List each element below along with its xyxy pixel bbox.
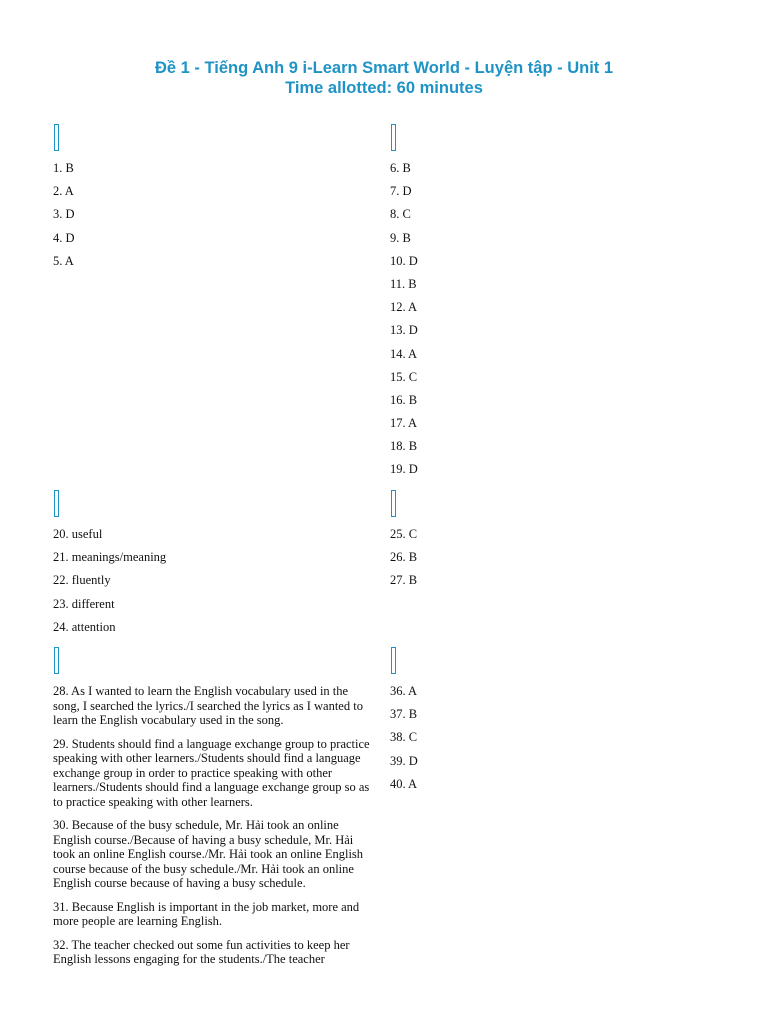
answer-item: 26. B [390, 550, 418, 565]
section-marker-icon [391, 124, 396, 151]
answer-item: 36. A [390, 684, 418, 698]
answer-item: 8. C [390, 207, 411, 222]
section-3-right-column [390, 647, 720, 800]
answer-item: 18. B [390, 439, 418, 454]
answer-item: 37. B [390, 707, 418, 722]
answer-item: 15. C [390, 369, 418, 384]
answer-item: 25. C [390, 527, 418, 541]
answer-item: 28. As I wanted to learn the English vocabulary used in the song, I searched the lyrics./I searched the lyrics as I wanted to learn the English vocabulary used in the song. [53, 684, 363, 727]
answer-item: 39. D [390, 753, 418, 768]
answer-item: 13. D [390, 323, 418, 338]
answer-item: 16. B [390, 392, 418, 407]
answer-item: 3. D [53, 207, 75, 222]
answer-item: 40. A [390, 776, 418, 791]
section-marker-icon [54, 490, 59, 517]
answer-item: 24. attention [53, 619, 116, 634]
answer-item: 30. Because of the busy schedule, Mr. Hải took an online English course./Because of having a busy schedule, Mr. Hải took an online English course./Mr. Hải took an online English course because of the busy schedule./Mr. Hải took an online English course because of having a busy schedule. [53, 818, 364, 890]
answer-item: 23. different [53, 596, 115, 611]
section-1-left-column [53, 124, 375, 277]
answer-item: 11. B [390, 276, 417, 291]
answer-item: 2. A [53, 184, 74, 199]
answer-item: 29. Students should find a language exchange group to practice speaking with other learners./Students should find a language exchange group in order to practice speaking with other learners./Students should find a language exchange group so as to practice speaking with other learners. [53, 736, 370, 809]
answer-item: 27. B [390, 573, 418, 588]
answer-item: 14. A [390, 346, 418, 361]
answer-item: 4. D [53, 230, 75, 245]
answer-item: 32. The teacher checked out some fun activities to keep her English lessons engaging for the students./The teacher [53, 937, 350, 966]
section-marker-icon [54, 124, 59, 151]
answer-item: 10. D [390, 253, 418, 268]
answer-item: 22. fluently [53, 573, 111, 588]
answer-item: 1. B [53, 161, 74, 175]
section-2-right-column [390, 490, 720, 597]
answer-item: 17. A [390, 416, 418, 431]
answer-item: 6. B [390, 161, 411, 175]
answer-item: 5. A [53, 253, 74, 268]
page-title: Đề 1 - Tiếng Anh 9 i-Learn Smart World - Luyện tập - Unit 1 [154, 59, 614, 77]
answer-item: 9. B [390, 230, 411, 245]
answer-item: 31. Because English is important in the job market, more and more people are learning English. [53, 899, 360, 928]
page-subtitle: Time allotted: 60 minutes [285, 79, 483, 97]
document-title-block [0, 58, 768, 98]
section-2-left-column [53, 490, 375, 643]
answer-item: 21. meanings/meaning [53, 550, 167, 565]
answer-item: 12. A [390, 300, 418, 315]
section-marker-icon [391, 647, 396, 674]
answer-item: 20. useful [53, 527, 103, 541]
answer-item: 19. D [390, 462, 418, 477]
section-marker-icon [391, 490, 396, 517]
section-marker-icon [54, 647, 59, 674]
section-3-left-column [53, 647, 375, 976]
section-1-right-column [390, 124, 720, 486]
answer-item: 7. D [390, 184, 412, 199]
answer-item: 38. C [390, 730, 418, 745]
